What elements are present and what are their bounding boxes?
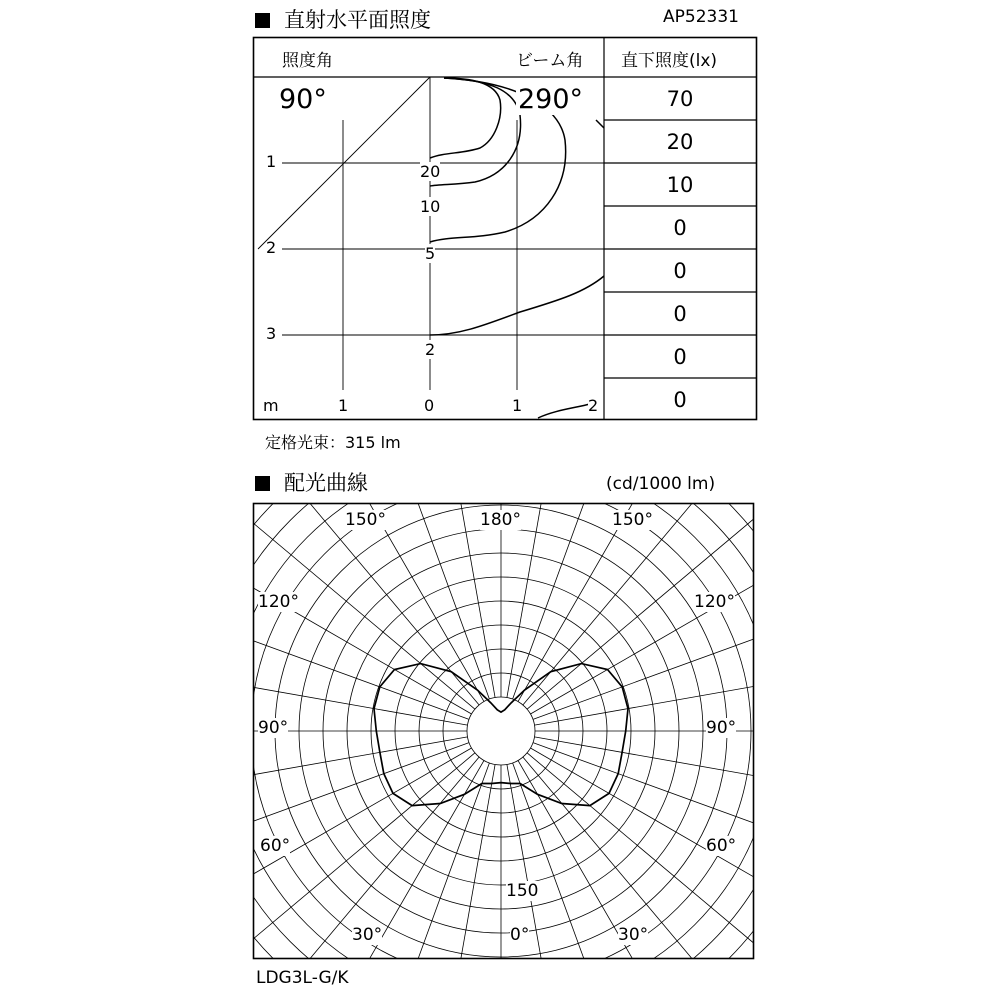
polar-spoke [534, 737, 914, 804]
x-axis-unit: m [263, 396, 279, 415]
lux-value: 70 [666, 87, 694, 111]
radial-scale-label: 150 [506, 881, 539, 901]
polar-spoke [87, 658, 467, 725]
contour-label-10: 10 [420, 197, 441, 216]
x-axis-label-2: 2 [588, 396, 599, 415]
angle-label-60-right: 60° [706, 836, 737, 856]
model-name: LDG3L-G/K [256, 968, 349, 988]
section-distribution-title: 配光曲線 [255, 467, 368, 497]
beam-value: 290° [518, 84, 584, 115]
polar-spoke [428, 317, 495, 697]
angle-label-0: 0° [510, 925, 530, 945]
y-axis-label-1: 1 [266, 152, 277, 171]
y-axis-label-3: 3 [266, 324, 277, 343]
polar-spoke [527, 461, 823, 709]
polar-spoke [87, 737, 467, 804]
contour-label-5: 5 [425, 244, 436, 263]
header-lux: 直下照度(lx) [621, 51, 718, 71]
angle-label-120-right: 120° [694, 592, 735, 612]
header-beam: ビーム角 [516, 51, 584, 71]
polar-spoke [231, 757, 479, 1000]
polar-spoke [231, 409, 479, 705]
y-axis-label-2: 2 [266, 238, 277, 257]
polar-grid [81, 311, 921, 1000]
angle-value: 90° [279, 84, 327, 115]
lux-value: 0 [673, 345, 687, 369]
lux-value: 0 [673, 259, 687, 283]
distribution-unit: (cd/1000 lm) [606, 474, 716, 494]
contour-label-2: 2 [425, 340, 436, 359]
angle-label-150-right: 150° [612, 510, 653, 530]
polar-spoke [523, 409, 771, 705]
angle-label-30-left: 30° [352, 925, 383, 945]
polar-spoke [527, 753, 823, 1000]
polar-spoke [523, 757, 771, 1000]
x-axis-label-1-right: 1 [512, 396, 523, 415]
section-illuminance-title: 直射水平面照度 [255, 4, 431, 34]
rated-flux: 定格光束：315 lm [265, 433, 401, 452]
header-angle: 照度角 [282, 51, 333, 71]
angle-label-90-right: 90° [706, 718, 737, 738]
angle-label-180: 180° [480, 510, 521, 530]
angle-label-30-right: 30° [618, 925, 649, 945]
lux-value: 20 [666, 130, 694, 154]
polar-ring [467, 697, 535, 765]
polar-spoke [179, 461, 475, 709]
angle-label-150-left: 150° [345, 510, 386, 530]
polar-spoke [507, 317, 574, 697]
lux-value: 10 [666, 173, 694, 197]
contour-label-20: 20 [420, 162, 441, 181]
x-axis-label-0: 0 [424, 396, 435, 415]
polar-spoke [534, 658, 914, 725]
angle-label-60-left: 60° [260, 836, 291, 856]
angle-label-120-left: 120° [258, 592, 299, 612]
lux-value: 0 [673, 302, 687, 326]
x-axis-label-1-left: 1 [338, 396, 349, 415]
angle-label-90-left: 90° [258, 718, 289, 738]
lux-value: 0 [673, 388, 687, 412]
lux-value: 0 [673, 216, 687, 240]
model-code: AP52331 [663, 7, 739, 27]
polar-spoke [179, 753, 475, 1000]
